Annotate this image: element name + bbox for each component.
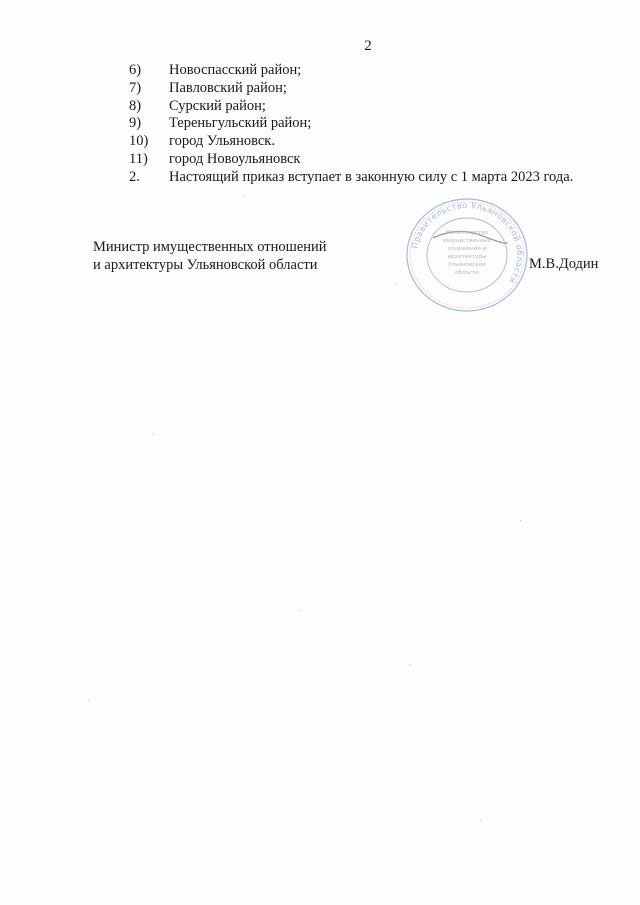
- seal-center-line: Министерство: [445, 230, 489, 236]
- list-item: [129, 151, 609, 169]
- list-item-text: Новоспасский район;: [169, 62, 302, 78]
- signatory-name: М.В.Додин: [529, 256, 599, 272]
- clause-number: 2.: [129, 168, 140, 185]
- list-item-number: 11): [129, 150, 148, 167]
- effective-date-clause: [129, 169, 609, 187]
- clause-text: Настоящий приказ вступает в законную силу с 1 марта 2023 года.: [169, 168, 574, 185]
- list-item-text: город Новоульяновск: [169, 150, 301, 167]
- scan-speck: [88, 700, 89, 701]
- list-item-number: 9): [129, 115, 142, 132]
- signatory-position-line2: и архитектуры Ульяновской области: [93, 257, 318, 273]
- list-item: [129, 115, 609, 133]
- list-item-text: Сурский район;: [169, 97, 266, 114]
- list-item: [129, 98, 609, 116]
- list-item: [129, 133, 609, 151]
- scan-speck: [244, 196, 245, 197]
- scan-speck: [410, 664, 411, 665]
- list-item: [129, 62, 609, 80]
- seal-center-line: отношений и: [447, 246, 487, 252]
- list-item-text: Тереньгульский район;: [169, 115, 312, 132]
- list-item-number: 10): [129, 133, 149, 150]
- signatory-position: [93, 238, 327, 274]
- seal-ring-text: Правительство Ульяновской области: [409, 199, 526, 286]
- official-seal-stamp: [403, 196, 531, 314]
- scan-speck: [153, 434, 154, 435]
- seal-center-line: архитектуры: [447, 254, 487, 260]
- list-item-number: 6): [129, 62, 142, 78]
- page-number: 2: [364, 38, 372, 54]
- seal-center-line: Ульяновской: [448, 262, 486, 268]
- seal-center-line: области: [455, 270, 479, 276]
- list-item-text: город Ульяновск.: [169, 133, 275, 150]
- list-item-text: Павловский район;: [169, 79, 287, 96]
- district-list: [129, 62, 609, 187]
- scan-speck: [520, 520, 521, 521]
- signatory-position-line1: Министр имущественных отношений: [93, 239, 327, 255]
- list-item-number: 7): [129, 79, 142, 96]
- list-item-number: 8): [129, 97, 142, 114]
- list-item: [129, 80, 609, 98]
- scan-speck: [395, 283, 396, 284]
- scan-speck: [300, 610, 301, 611]
- seal-center-line: имущественных: [443, 238, 491, 244]
- scan-speck: [480, 820, 481, 821]
